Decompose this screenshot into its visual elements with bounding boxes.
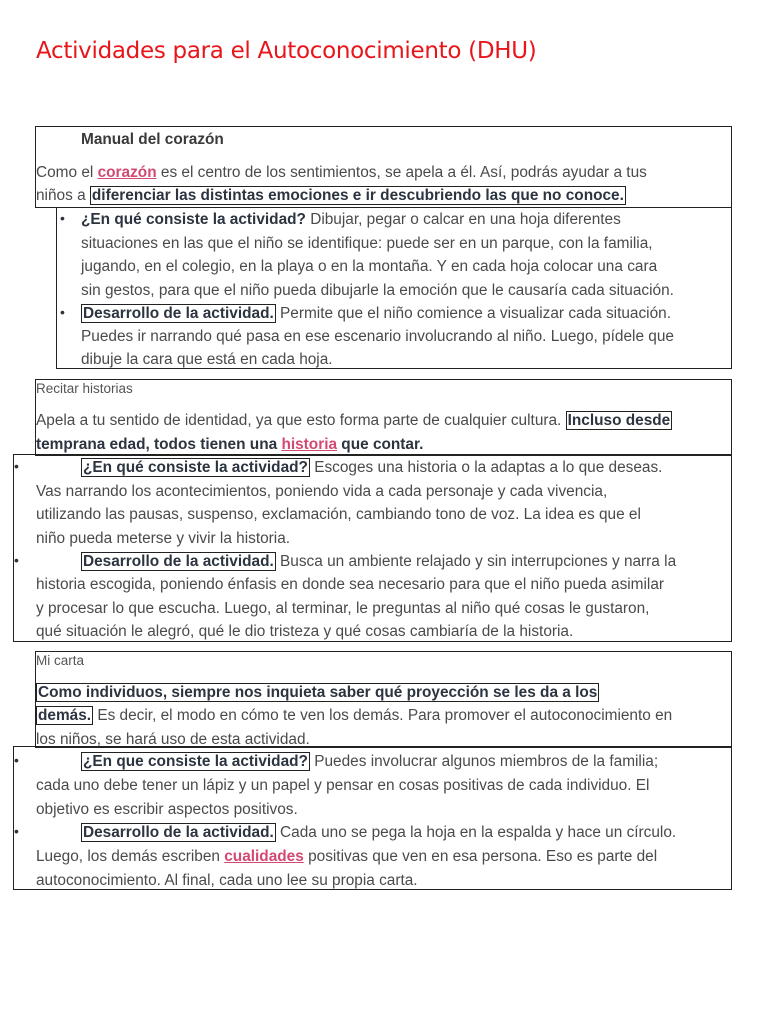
section-2-intro-line-1: Apela a tu sentido de identidad, ya que esto forma parte de cualquier cultura. Incluso desde xyxy=(36,412,671,429)
historia-link[interactable]: historia xyxy=(281,436,338,453)
section-1-intro-line-1: Como el corazón es el centro de los sentimientos, se apela a él. Así, podrás ayudar a tus xyxy=(36,164,647,181)
bullet-icon: • xyxy=(14,752,19,768)
section-1-bullet-1-line-4: sin gestos, para que el niño pueda dibujarle la emoción que le causaría cada situación. xyxy=(81,282,674,299)
section-2-bullet-2-line-2: historia escogida, poniendo énfasis en donde sea necesario para que el niño pueda asimilar xyxy=(36,576,665,593)
section-3-bullet-1-line-3: objetivo es escribir aspectos positivos. xyxy=(36,801,298,818)
section-3-bullet-2-line-1: Desarrollo de la actividad. Cada uno se pega la hoja en la espalda y hace un círculo. xyxy=(83,824,677,841)
section-1-bullet-1-line-1: ¿En qué consiste la actividad? Dibujar, pegar o calcar en una hoja diferentes xyxy=(81,211,621,228)
section-1-bullet-2-line-2: Puedes ir narrando qué pasa en ese escenario involucrando al niño. Luego, pídele que xyxy=(81,328,674,345)
corazon-link[interactable]: corazón xyxy=(97,164,157,181)
section-3-bullet-1-line-2: cada uno debe tener un lápiz y un papel y pensar en cosas positivas de cada individuo. El xyxy=(36,777,650,794)
section-2-bullet-1-line-2: Vas narrando los acontecimientos, poniendo vida a cada personaje y cada vivencia, xyxy=(36,483,608,500)
section-3-intro-line-2: demás. Es decir, el modo en cómo te ven los demás. Para promover el autoconocimiento en xyxy=(38,707,673,724)
section-2-bullet-2-line-4: qué situación le alegró, qué le dio tristeza y qué cosas cambiaría de la historia. xyxy=(36,623,574,640)
section-2-bullet-2-line-1: Desarrollo de la actividad. Busca un ambiente relajado y sin interrupciones y narra la xyxy=(83,553,677,570)
section-1-bullet-2-line-3: dibuje la cara que está en cada hoja. xyxy=(81,351,333,368)
bullet-icon: • xyxy=(60,210,65,226)
section-3-bullet-1-line-1: ¿En que consiste la actividad? Puedes involucrar algunos miembros de la familia; xyxy=(83,753,659,770)
section-3-intro-line-1: Como individuos, siempre nos inquieta saber qué proyección se les da a los xyxy=(38,684,598,701)
document-title: Actividades para el Autoconocimiento (DHU) xyxy=(36,38,537,64)
section-2-heading: Recitar historias xyxy=(36,381,133,396)
section-1-bullet-1-line-3: jugando, en el colegio, en la playa o en la montaña. Y en cada hoja colocar una cara xyxy=(81,258,658,275)
section-3-heading: Mi carta xyxy=(36,653,85,668)
section-2-bullet-1-line-3: utilizando las pausas, suspenso, exclamación, cambiando tono de voz. La idea es que el xyxy=(36,506,641,523)
section-2-bullet-1-line-4: niño pueda meterse y vivir la historia. xyxy=(36,530,291,547)
section-1-intro-line-2: niños a diferenciar las distintas emociones e ir descubriendo las que no conoce. xyxy=(36,187,624,204)
section-1-heading: Manual del corazón xyxy=(81,131,224,148)
section-1-bullet-1-line-2: situaciones en las que el niño se identifique: puede ser en un parque, con la familia, xyxy=(81,235,653,252)
section-2-bullet-2-line-3: y procesar lo que escucha. Luego, al terminar, le preguntas al niño qué cosas le gustaron, xyxy=(36,600,650,617)
section-3-bullet-2-line-2: Luego, los demás escriben cualidades positivas que ven en esa persona. Eso es parte del xyxy=(36,848,658,865)
section-3-intro-line-3: los niños, se hará uso de esta actividad. xyxy=(36,731,310,748)
section-2-intro-line-2: temprana edad, todos tienen una historia que contar. xyxy=(36,436,424,453)
cualidades-link[interactable]: cualidades xyxy=(224,848,304,865)
section-1-bullet-2-line-1: Desarrollo de la actividad. Permite que el niño comience a visualizar cada situación. xyxy=(83,305,671,322)
section-2-bullet-1-line-1: ¿En qué consiste la actividad? Escoges una historia o la adaptas a lo que deseas. xyxy=(83,459,663,476)
section-3-bullet-2-line-3: autoconocimiento. Al final, cada uno lee su propia carta. xyxy=(36,872,418,889)
bullet-icon: • xyxy=(14,823,19,839)
bullet-icon: • xyxy=(14,552,19,568)
bullet-icon: • xyxy=(14,458,19,474)
bullet-icon: • xyxy=(60,304,65,320)
